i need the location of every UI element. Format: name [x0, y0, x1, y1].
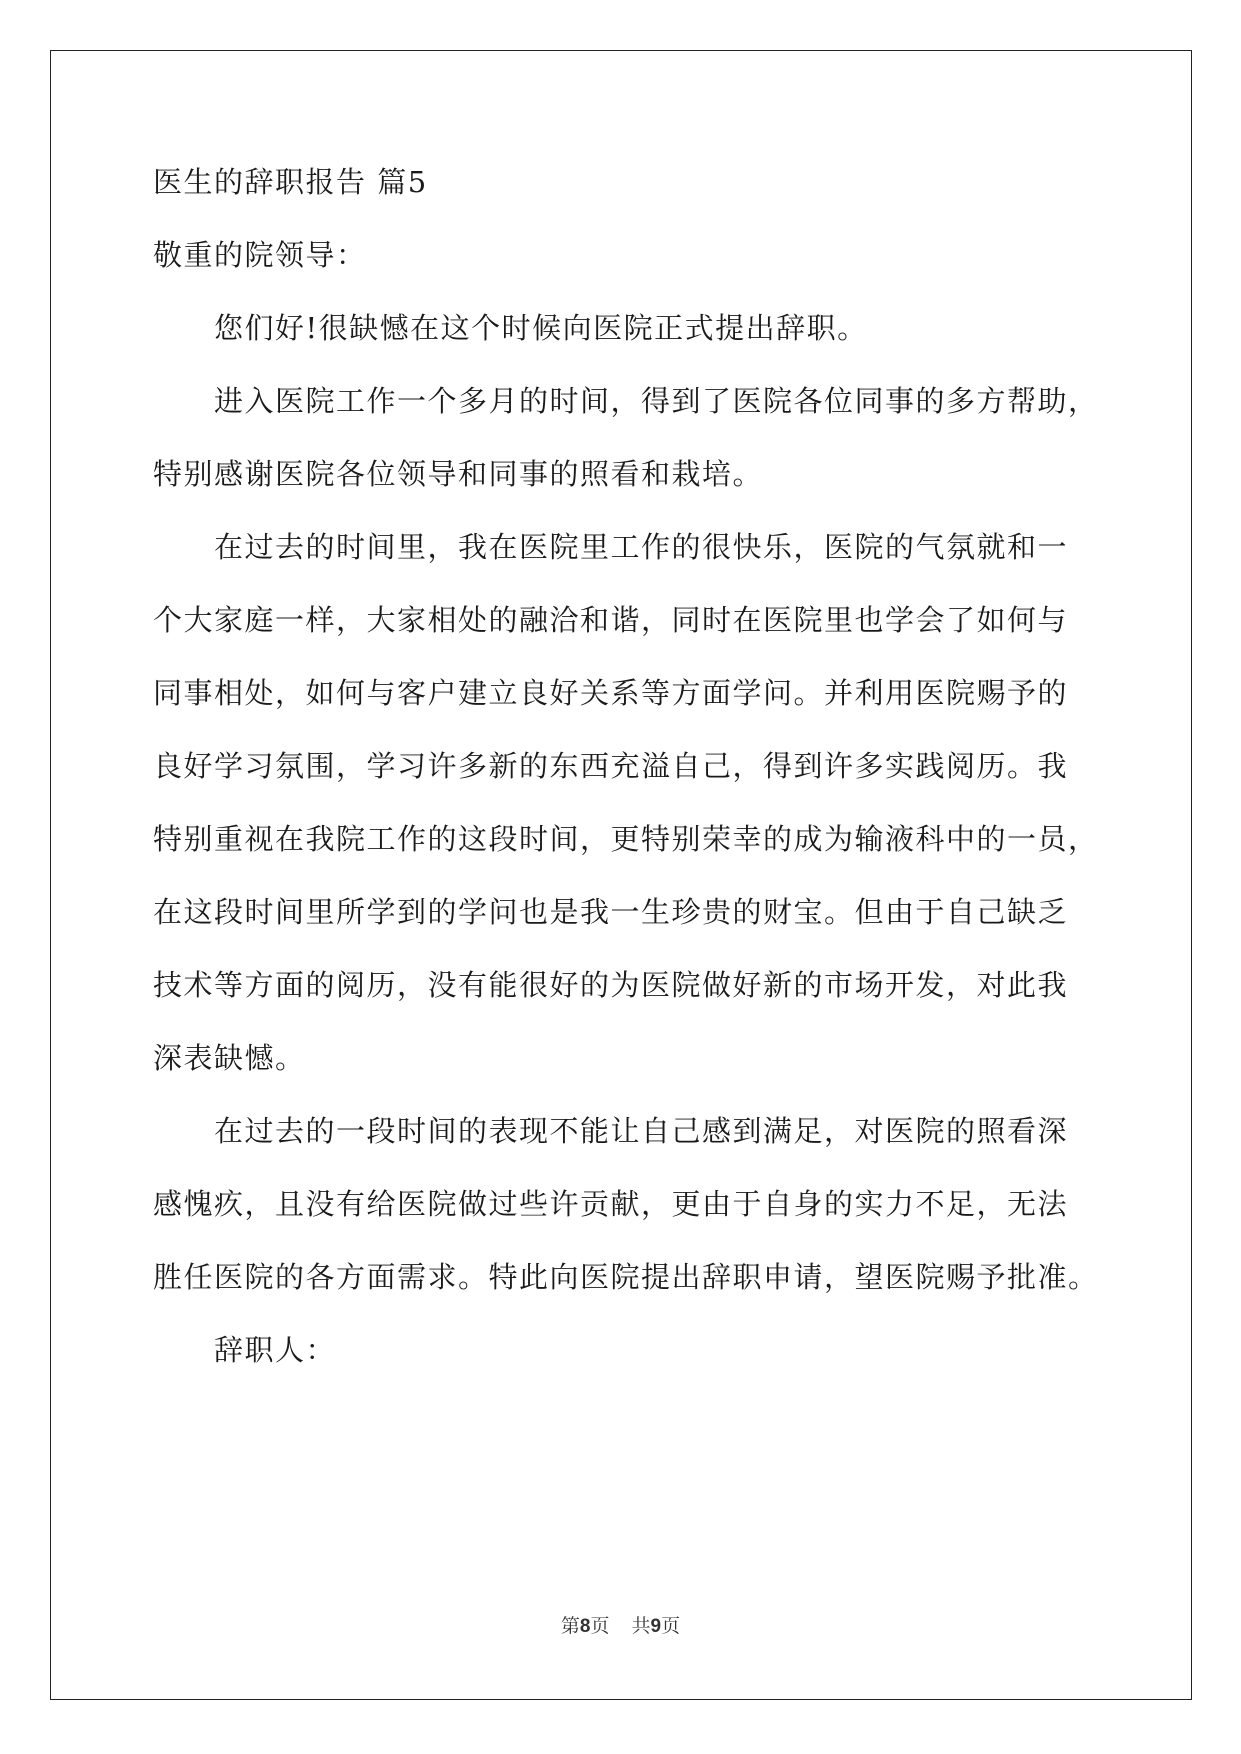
page-suffix: 页 [590, 1615, 610, 1637]
paragraph-line: 同事相处，如何与客户建立良好关系等方面学问。并利用医院赐予的 [153, 676, 1069, 710]
total-suffix: 页 [661, 1615, 681, 1637]
paragraph-line: 个大家庭一样，大家相处的融洽和谐，同时在医院里也学会了如何与 [153, 603, 1069, 637]
page-border [50, 50, 1192, 1700]
paragraph-line: 在这段时间里所学到的学问也是我一生珍贵的财宝。但由于自己缺乏 [153, 895, 1069, 929]
paragraph-line: 特别感谢医院各位领导和同事的照看和栽培。 [153, 457, 764, 491]
paragraph-line: 良好学习氛围，学习许多新的东西充溢自己，得到许多实践阅历。我 [153, 749, 1069, 783]
paragraph-line: 在过去的时间里，我在医院里工作的很快乐，医院的气氛就和一 [214, 530, 1069, 564]
paragraph-line: 胜任医院的各方面需求。特此向医院提出辞职申请，望医院赐予批准。 [153, 1260, 1099, 1294]
paragraph-line: 技术等方面的阅历，没有能很好的为医院做好新的市场开发，对此我 [153, 968, 1069, 1002]
paragraph-line: 您们好!很缺憾在这个时候向医院正式提出辞职。 [214, 311, 868, 345]
page-total: 9 [650, 1616, 662, 1637]
salutation: 敬重的院领导： [153, 238, 367, 272]
paragraph-line: 进入医院工作一个多月的时间，得到了医院各位同事的多方帮助， [214, 384, 1099, 418]
page-footer [0, 1614, 1241, 1639]
document-title: 医生的辞职报告 篇5 [153, 165, 428, 199]
signature-label: 辞职人： [214, 1333, 337, 1367]
paragraph-line: 在过去的一段时间的表现不能让自己感到满足，对医院的照看深 [214, 1114, 1069, 1148]
paragraph-line: 深表缺憾。 [153, 1041, 306, 1075]
page-current: 8 [579, 1616, 591, 1637]
paragraph-line: 感愧疚，且没有给医院做过些许贡献，更由于自身的实力不足，无法 [153, 1187, 1069, 1221]
page-prefix: 第 [560, 1615, 580, 1637]
paragraph-line: 特别重视在我院工作的这段时间，更特别荣幸的成为输液科中的一员， [153, 822, 1099, 856]
total-prefix: 共 [631, 1615, 651, 1637]
